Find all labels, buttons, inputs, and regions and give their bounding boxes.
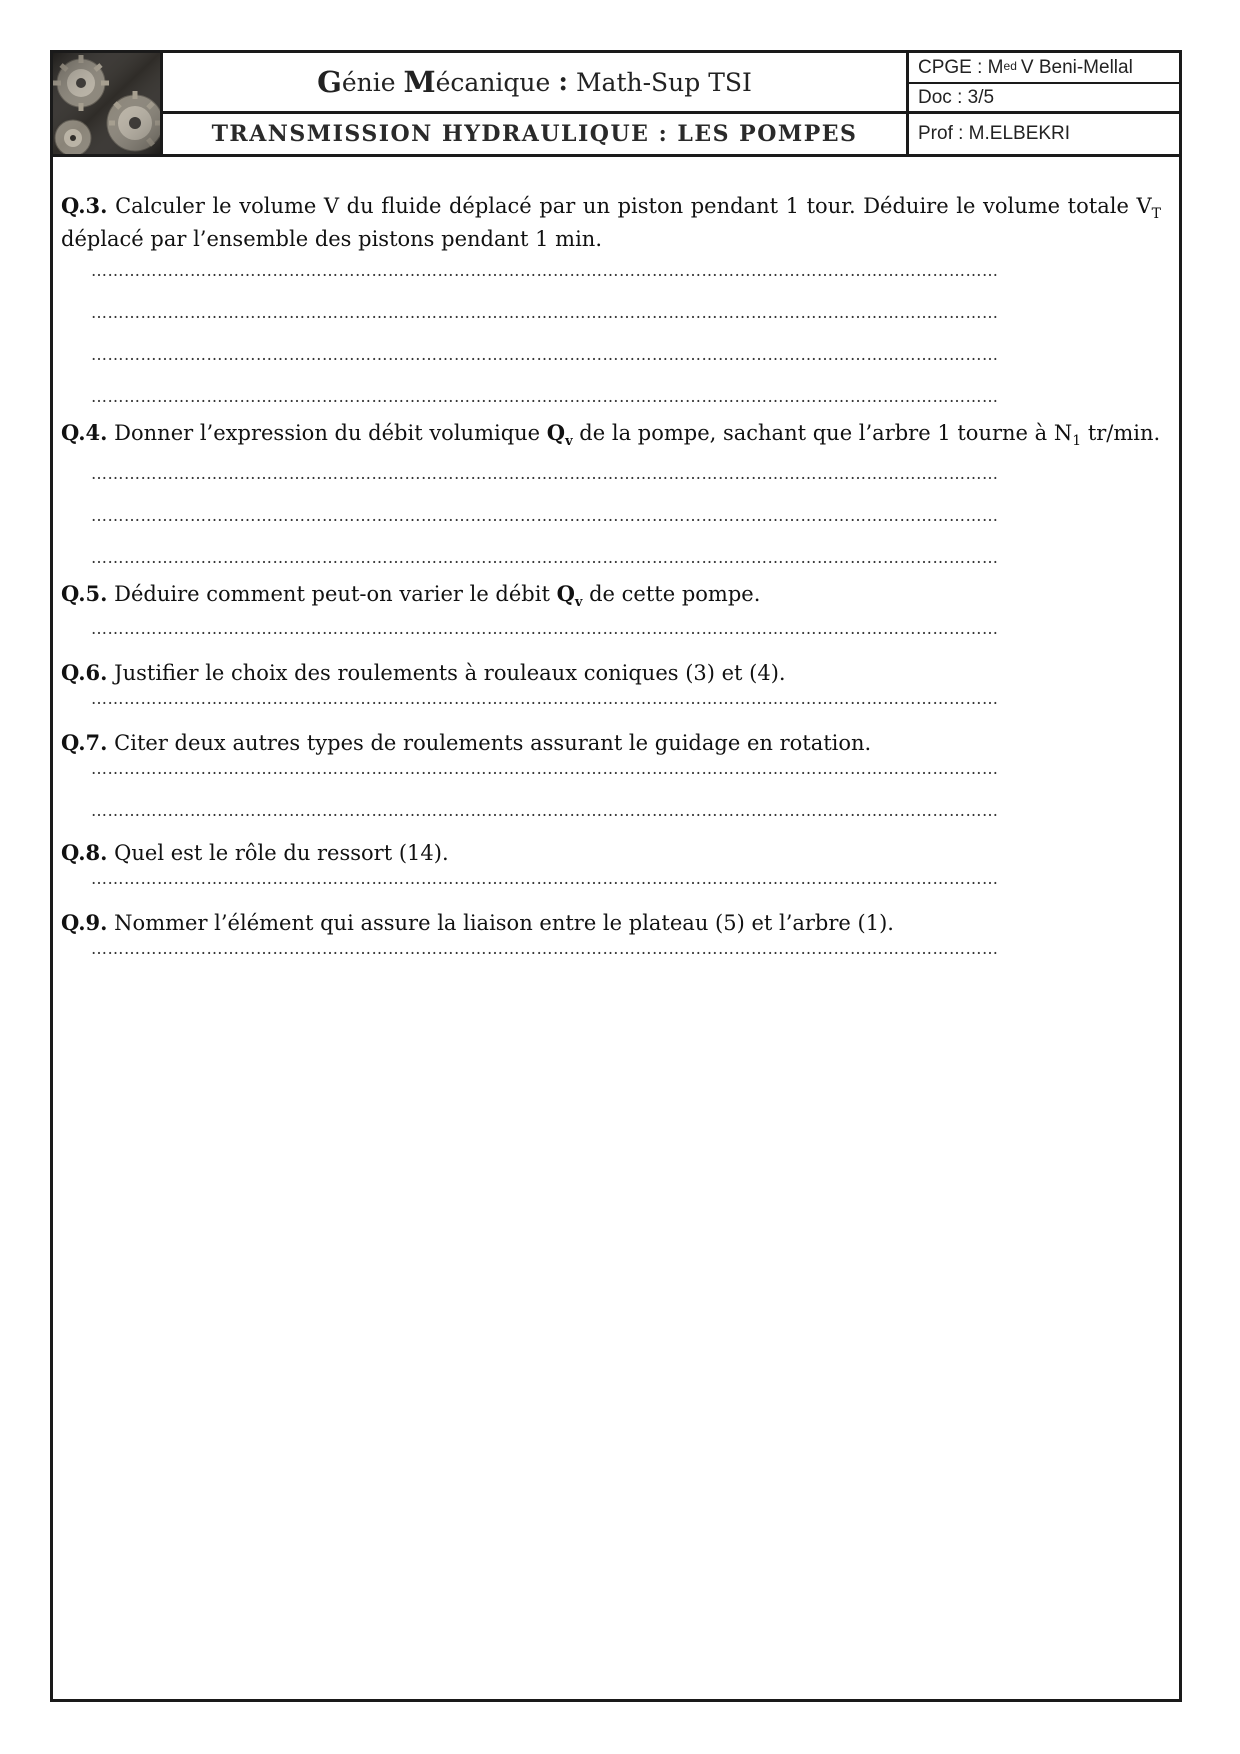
question-q5 — [61, 579, 1161, 618]
title-enie: énie — [341, 67, 396, 97]
page-frame — [50, 50, 1182, 1702]
school-label — [909, 53, 1179, 84]
qv-symbol — [546, 420, 573, 450]
school-sup: ed — [1003, 58, 1017, 73]
question-text: Déduire comment peut-on varier le débit — [114, 582, 557, 607]
answer-line[interactable]: ………………………………………………………………………………………………………………………………………………… — [91, 348, 999, 364]
gears-icon — [53, 53, 160, 154]
gears-logo — [53, 53, 163, 154]
prof-label: Prof : M.ELBEKRI — [918, 123, 1071, 144]
answer-line[interactable]: ………………………………………………………………………………………………………………………………………………… — [91, 551, 999, 568]
question-text: Justifier le choix des roulements à rouleaux coniques (3) et (4). — [114, 661, 786, 686]
answer-line[interactable]: ………………………………………………………………………………………………………………………………………………… — [91, 622, 999, 639]
question-text: de la pompe, sachant que l’arbre 1 tourne à N — [572, 421, 1073, 445]
question-number: Q.7. — [61, 730, 108, 756]
qv-letter: Q — [556, 581, 575, 607]
page-subtitle: TRANSMISSION HYDRAULIQUE : LES POMPES — [163, 114, 909, 154]
school-prefix: CPGE : M — [918, 56, 1004, 78]
question-number: Q.4. — [61, 420, 108, 445]
qv-letter: Q — [546, 420, 566, 445]
question-q3 — [61, 191, 1161, 254]
answer-line[interactable]: ………………………………………………………………………………………………………………………………………………… — [91, 509, 999, 526]
title-initial-g: G — [317, 65, 342, 99]
qv-symbol — [556, 581, 583, 611]
question-text: Quel est le rôle du ressort (14). — [114, 841, 449, 866]
question-q7 — [61, 728, 1161, 758]
answer-line[interactable]: ………………………………………………………………………………………………………………………………………………… — [91, 264, 999, 280]
question-text: déplacé par l’ensemble des pistons pendant 1 min. — [61, 227, 602, 251]
question-q6 — [61, 658, 1161, 688]
question-text: Citer deux autres types de roulements assurant le guidage en rotation. — [114, 731, 872, 756]
header-table — [53, 53, 1179, 157]
question-number: Q.9. — [61, 910, 108, 936]
answer-line[interactable]: ………………………………………………………………………………………………………………………………………………… — [91, 942, 999, 959]
question-text: Donner l’expression du débit volumique — [114, 421, 547, 445]
question-q4 — [61, 418, 1161, 457]
answer-line[interactable]: ………………………………………………………………………………………………………………………………………………… — [91, 467, 999, 484]
question-text: Nommer l’élément qui assure la liaison entre le plateau (5) et l’arbre (1). — [114, 911, 894, 936]
answer-line[interactable]: ………………………………………………………………………………………………………………………………………………… — [91, 306, 999, 322]
answer-line[interactable]: ………………………………………………………………………………………………………………………………………………… — [91, 762, 999, 779]
question-number: Q.8. — [61, 840, 108, 866]
answer-line[interactable]: ………………………………………………………………………………………………………………………………………………… — [91, 692, 999, 709]
title-ecanique: écanique — [435, 67, 551, 97]
question-q9 — [61, 908, 1161, 938]
doc-label: Doc : 3/5 — [909, 84, 1179, 114]
qv-subscript: v — [565, 434, 573, 450]
page-title — [163, 53, 909, 114]
question-text: tr/min. — [1081, 421, 1161, 445]
title-class: Math-Sup TSI — [575, 67, 752, 97]
title-initial-m: M — [403, 65, 436, 99]
question-text: Calculer le volume V du fluide déplacé par un piston pendant 1 tour. Déduire le volume totale V — [115, 194, 1152, 218]
school-suffix: V Beni-Mellal — [1020, 56, 1133, 78]
question-number: Q.5. — [61, 581, 108, 607]
subscript: 1 — [1072, 433, 1082, 449]
answer-line[interactable]: ………………………………………………………………………………………………………………………………………………… — [91, 804, 999, 821]
answer-line[interactable]: ………………………………………………………………………………………………………………………………………………… — [91, 390, 999, 406]
subscript: T — [1151, 206, 1161, 222]
question-text: de cette pompe. — [582, 582, 761, 607]
question-q8 — [61, 838, 1161, 868]
qv-subscript: v — [574, 595, 583, 611]
question-number: Q.6. — [61, 660, 108, 686]
answer-line[interactable]: ………………………………………………………………………………………………………………………………………………… — [91, 872, 999, 889]
questions-content — [61, 191, 1161, 964]
question-number: Q.3. — [61, 193, 108, 218]
title-colon: : — [558, 67, 568, 97]
